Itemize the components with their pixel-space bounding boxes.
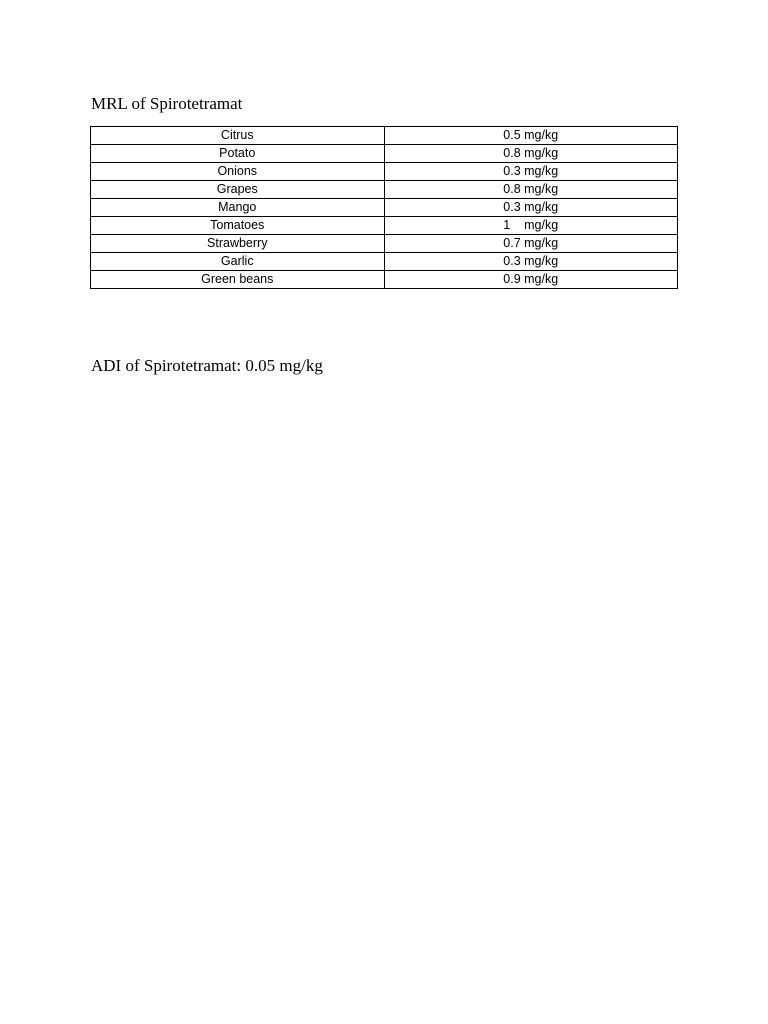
value-cell: 0.3 mg/kg <box>384 199 678 217</box>
value-cell: 0.3 mg/kg <box>384 163 678 181</box>
adi-statement: ADI of Spirotetramat: 0.05 mg/kg <box>91 356 323 375</box>
crop-cell: Mango <box>91 199 385 217</box>
mrl-title: MRL of Spirotetramat <box>91 94 243 113</box>
table-row <box>91 145 678 163</box>
crop-cell: Onions <box>91 163 385 181</box>
crop-cell: Grapes <box>91 181 385 199</box>
crop-cell: Citrus <box>91 127 385 145</box>
table-row <box>91 199 678 217</box>
value-cell: 0.9 mg/kg <box>384 271 678 289</box>
table-row <box>91 127 678 145</box>
table-row <box>91 271 678 289</box>
value-cell: 0.3 mg/kg <box>384 253 678 271</box>
table-row <box>91 217 678 235</box>
value-cell: 0.5 mg/kg <box>384 127 678 145</box>
table-row <box>91 253 678 271</box>
value-cell: 1 mg/kg <box>384 217 678 235</box>
crop-cell: Strawberry <box>91 235 385 253</box>
crop-cell: Tomatoes <box>91 217 385 235</box>
table-row <box>91 163 678 181</box>
crop-cell: Green beans <box>91 271 385 289</box>
table-row <box>91 235 678 253</box>
value-cell: 0.8 mg/kg <box>384 181 678 199</box>
crop-cell: Potato <box>91 145 385 163</box>
value-cell: 0.7 mg/kg <box>384 235 678 253</box>
value-cell: 0.8 mg/kg <box>384 145 678 163</box>
mrl-table <box>90 126 678 289</box>
crop-cell: Garlic <box>91 253 385 271</box>
table-row <box>91 181 678 199</box>
